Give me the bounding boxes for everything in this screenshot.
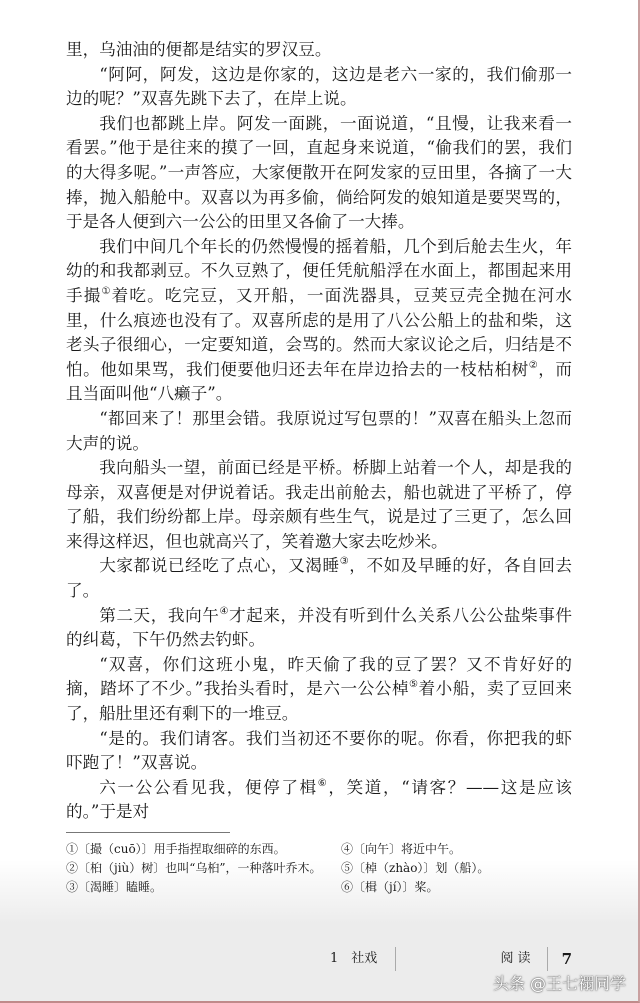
footer-chapter: 1 社戏 [330, 951, 378, 966]
paragraph [66, 407, 572, 456]
paragraph-text: 里，乌油油的便都是结实的罗汉豆。 [66, 40, 332, 59]
paragraph-text: ，而且当面叫他“八癞子”。 [66, 359, 573, 404]
footnote-divider [66, 832, 230, 833]
paragraph [66, 727, 572, 776]
footnote-marker: ② [528, 359, 539, 371]
footnotes-left [66, 840, 331, 897]
paragraph [66, 604, 572, 653]
paragraph [66, 38, 572, 63]
paragraph-text: “双喜，你们这班小鬼，昨天偷了我的豆了罢？又不肯好好的摘，踏坏了不少。”我抬头看时，是六一公公棹 [66, 654, 572, 699]
paragraph-text: 我们中间几个年长的仍然慢慢的摇着船，几个到后舱去生火，年幼的和我都剥豆。不久豆熟了，便任凭航船浮在水面上，都围起来用手撮 [66, 236, 572, 305]
footnote-marker: ③ [339, 556, 350, 568]
footnote-marker: ① [101, 285, 112, 297]
paragraph-text: 我们也都跳上岸。阿发一面跳，一面说道，“且慢，让我来看一看罢。”他于是往来的摸了一回，直起身来说道，“偷我们的罢，我们的大得多呢。”一声答应，大家便散开在阿发家的豆田里，各摘了一大捧，抛入船舱中。双喜以为再多偷，倘给阿发的娘知道是要哭骂的，于是各人便到六一公公的田里又各偷了一大捧。 [66, 113, 572, 232]
paragraph [66, 653, 572, 727]
paragraph-text: “是的。我们请客。我们当初还不要你的呢。你看，你把我的虾吓跑了！”双喜说。 [66, 728, 572, 773]
footnote: ④〔向午〕将近中午。 [341, 842, 462, 856]
footnote-marker: ⑥ [317, 777, 329, 789]
paragraph-text: “阿阿，阿发，这边是你家的，这边是老六一家的，我们偷那一边的呢？”双喜先跳下去了，在岸上说。 [66, 64, 572, 109]
paragraph-text: ，笑道，“请客？——这是应该的。”于是对 [66, 777, 573, 822]
footnote-marker: ④ [219, 605, 230, 617]
footnote: ①〔撮（cuō）〕用手指捏取细碎的东西。 [66, 842, 286, 856]
paragraph-text: 六一公公看见我，便停了楫 [99, 777, 318, 797]
footnote: ②〔桕（jiù）树〕也叫“乌桕”，一种落叶乔木。 [66, 861, 322, 875]
paragraph [66, 112, 572, 235]
footer-divider [395, 947, 396, 971]
paragraph-text: ，不如及早睡的好，各自回去了。 [66, 556, 573, 601]
watermark-row [66, 973, 626, 995]
paragraph-text: 第二天，我向午 [99, 605, 220, 625]
footnote-marker: ⑤ [409, 679, 419, 691]
footer-divider [547, 947, 548, 971]
paragraph [66, 554, 572, 603]
paragraph-text: 我向船头一望，前面已经是平桥。桥脚上站着一个人，却是我的母亲，双喜便是对伊说着话。我走出前舱去，船也就进了平桥了，停了船，我们纷纷都上岸。母亲颇有些生气，说是过了三更了，怎么回来得这样迟，但也就高兴了，笑着邀大家去吃炒米。 [66, 458, 572, 551]
footnotes-right [341, 840, 606, 897]
paragraph [66, 235, 572, 407]
paragraph [66, 63, 572, 112]
paragraph-text: 着吃。吃完豆，又开船，一面洗器具，豆荚豆壳全抛在河水里，什么痕迹也没有了。双喜所虑的是用了八公公船上的盐和柴，这老头子很细心，一定要知道，会骂的。然而大家议论之后，归结是不怕。他如果骂，我们便要他归还去年在岸边拾去的一枝枯桕树 [66, 285, 573, 379]
footnote: ⑤〔棹（zhào）〕划（船）。 [341, 861, 490, 875]
watermark: 头条 @王七禤同学 [492, 974, 626, 993]
footnotes [66, 840, 606, 897]
paragraph-text: “都回来了！那里会错。我原说过写包票的！”双喜在船头上忽而大声的说。 [66, 408, 572, 453]
footnote: ③〔渴睡〕瞌睡。 [66, 880, 163, 894]
paragraph-text: 大家都说已经吃了点心，又渴睡 [99, 556, 340, 576]
body-text [66, 38, 572, 825]
paragraph [66, 776, 572, 825]
paragraph-text: 着小船，卖了豆回来了，船肚里还有剩下的一堆豆。 [66, 679, 573, 724]
paragraph-text: 才起来，并没有听到什么关系八公公盐柴事件的纠葛，下午仍然去钓虾。 [66, 605, 573, 650]
page-footer [66, 947, 572, 971]
footnote: ⑥〔楫（jí）〕桨。 [341, 880, 439, 894]
page-number: 7 [561, 950, 572, 968]
footer-section: 阅读 [500, 951, 535, 966]
paragraph [66, 456, 572, 554]
